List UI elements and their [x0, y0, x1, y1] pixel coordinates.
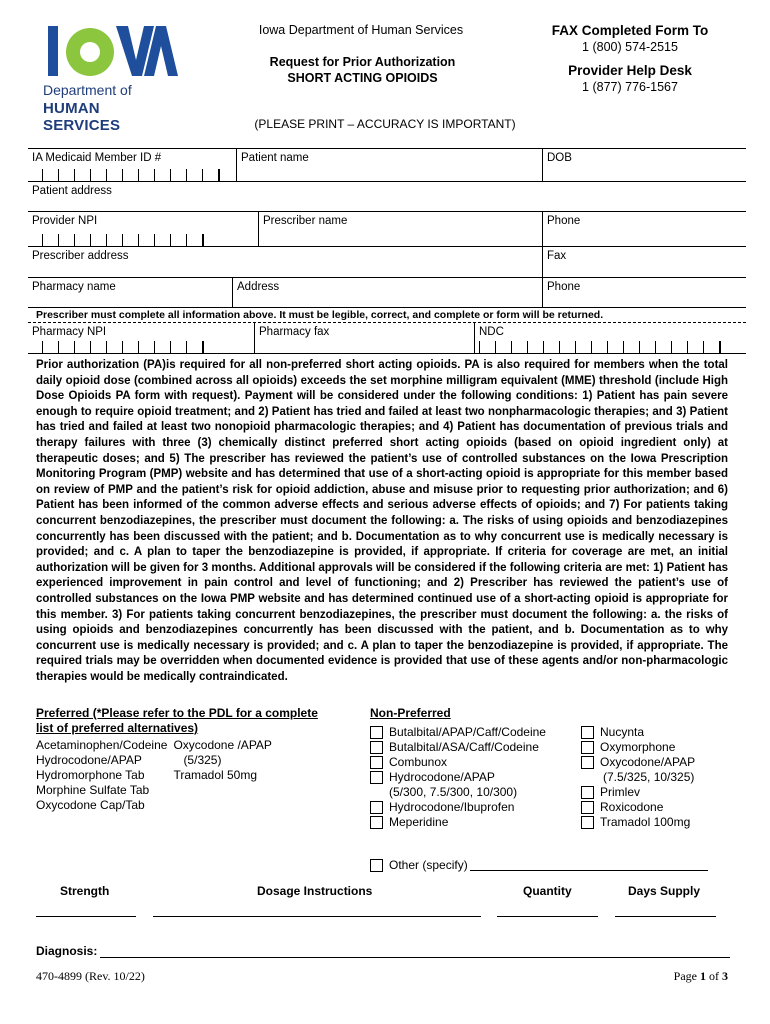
help-heading: Provider Help Desk — [568, 63, 692, 78]
phone-field[interactable] — [542, 212, 746, 246]
pharmacy-fax-label: Pharmacy fax — [259, 326, 330, 338]
member-id-field[interactable] — [28, 149, 236, 181]
member-id-label: IA Medicaid Member ID # — [32, 152, 162, 164]
row-pharmacy-npi — [28, 323, 746, 354]
checkbox[interactable] — [370, 741, 383, 754]
member-id-boxes — [42, 169, 220, 181]
checkbox[interactable] — [370, 726, 383, 739]
list-item: Morphine Sulfate Tab — [36, 783, 150, 797]
patient-name-label: Patient name — [241, 152, 309, 164]
fax-number: 1 (800) 574-2515 — [582, 40, 678, 54]
prescriber-address-field[interactable] — [28, 247, 542, 277]
checkbox-label: Combunox — [389, 755, 448, 769]
pharmacy-npi-field[interactable] — [28, 323, 254, 353]
checkbox-label: Hydrocodone/APAP — [389, 770, 495, 784]
patient-address-field[interactable] — [28, 182, 746, 211]
checkbox[interactable] — [581, 786, 594, 799]
checkbox[interactable] — [370, 771, 383, 784]
pharmacy-npi-label: Pharmacy NPI — [32, 326, 107, 338]
fax-field[interactable] — [542, 247, 746, 277]
logo-line-1: Department of — [43, 82, 132, 98]
checkbox-label: Oxycodone/APAP — [600, 755, 696, 769]
row-prescriber-address — [28, 247, 746, 278]
ndc-field[interactable] — [474, 323, 746, 353]
prescriber-name-field[interactable] — [258, 212, 542, 246]
prescriber-name-label: Prescriber name — [263, 215, 348, 227]
print-note: (PLEASE PRINT – ACCURACY IS IMPORTANT) — [254, 117, 516, 131]
form-number: 470-4899 (Rev. 10/22) — [36, 969, 145, 983]
row-provider — [28, 212, 746, 247]
checkbox-label: Nucynta — [600, 725, 645, 739]
checkbox-label: Tramadol 100mg — [600, 815, 691, 829]
help-number: 1 (877) 776-1567 — [582, 80, 678, 94]
prescriber-address-label: Prescriber address — [32, 250, 129, 262]
strength-line[interactable] — [36, 916, 136, 917]
ndc-label: NDC — [479, 326, 504, 338]
page-total: 3 — [722, 969, 728, 983]
preferred-heading-1: Preferred (*Please refer to the PDL for a complete — [36, 706, 318, 720]
other-checkbox[interactable] — [370, 859, 383, 872]
checkbox-label: Butalbital/APAP/Caff/Codeine — [389, 725, 546, 739]
contact-box — [535, 23, 725, 95]
pharmacy-name-field[interactable] — [28, 278, 232, 307]
other-label: Other (specify) — [389, 858, 468, 872]
row-pharmacy — [28, 278, 746, 308]
pharmacy-phone-field[interactable] — [542, 278, 746, 307]
other-specify-line[interactable] — [470, 859, 708, 871]
completion-warning: Prescriber must complete all information above. It must be legible, correct, and complete or form will be returned. — [36, 309, 604, 321]
dob-field[interactable] — [542, 149, 746, 181]
provider-npi-field[interactable] — [28, 212, 258, 246]
checkbox[interactable] — [370, 816, 383, 829]
page-number — [674, 969, 728, 984]
checkbox[interactable] — [581, 726, 594, 739]
page-of: of — [706, 969, 722, 983]
pharmacy-phone-label: Phone — [547, 281, 581, 293]
address-field[interactable] — [232, 278, 542, 307]
agency-name: Iowa Department of Human Services — [258, 23, 464, 37]
ndc-boxes — [479, 341, 721, 353]
checkbox[interactable] — [370, 756, 383, 769]
diagnosis-label: Diagnosis: — [36, 944, 98, 958]
days-supply-label: Days Supply — [628, 884, 701, 898]
preferred-col-1 — [36, 738, 167, 813]
address-label: Address — [237, 281, 280, 293]
dosage-instructions-line[interactable] — [153, 916, 481, 917]
checkbox[interactable] — [370, 801, 383, 814]
preferred-section — [36, 706, 318, 813]
checkbox[interactable] — [581, 816, 594, 829]
preferred-col-2 — [173, 738, 272, 813]
non-preferred-col-2 — [581, 725, 695, 830]
agency-logo — [40, 20, 180, 134]
list-item: Acetaminophen/Codeine — [36, 738, 168, 752]
form-title — [240, 54, 485, 86]
list-item: Oxycodone Cap/Tab — [36, 798, 145, 812]
list-item: (5/325) — [183, 753, 222, 767]
row-patient-address — [28, 182, 746, 212]
patient-address-label: Patient address — [32, 185, 112, 197]
checkbox[interactable] — [581, 756, 594, 769]
provider-npi-boxes — [42, 234, 204, 246]
strength-label: Strength — [60, 884, 110, 898]
checkbox[interactable] — [581, 741, 594, 754]
fax-label: Fax — [547, 250, 567, 262]
checkbox-label: Meperidine — [389, 815, 449, 829]
checkbox[interactable] — [581, 801, 594, 814]
iowa-logo-mark — [40, 20, 180, 84]
page-current: 1 — [700, 969, 706, 983]
checkbox-label: Oxymorphone — [600, 740, 676, 754]
checkbox-sublabel: (5/300, 7.5/300, 10/300) — [389, 785, 518, 799]
row-member — [28, 149, 746, 182]
non-preferred-heading: Non-Preferred — [370, 706, 451, 720]
other-specify — [370, 858, 708, 872]
provider-npi-label: Provider NPI — [32, 215, 98, 227]
page-prefix: Page — [673, 969, 700, 983]
list-item: Hydromorphone Tab — [36, 768, 145, 782]
criteria-paragraph: Prior authorization (PA)is required for all non-preferred short acting opioids. PA is also required for members when the total daily opioid dose (combined across all opioids) exceeds the set morphine milligram equivalent (MME) threshold (include High Dose Opioids PA form with request). Payment will be considered under the following conditions: 1) Patient has pain severe enough to require opioid treatment; and 2) Patient has tried and failed at least two nonpharmacologic therapies; and 3) Patient has tried and failed at least two nonopioid pharmacologic therapies; and 4) Patient has documentation of previous trials and therapy failures with three (3) chemically distinct preferred short acting opioids (based on opioid ingredient only) at therapeutic doses; and 5) The prescriber has reviewed the patient’s use of controlled substances on the Iowa Prescription Monitoring Program (PMP) website and has determined that use of a short-acting opioid is appropriate for this member based on review of PMP and the patient’s risk for opioid addiction, abuse and misuse prior to requesting prior authorization; and 6) Patient has been informed of the common adverse effects and serious adverse effects of opioids; and 7) For patients taking concurrent benzodiazepines, the prescriber must document the following: a. The risks of using opioids and benzodiazepines concurrently has been discussed with the patient; and b. Documentation as to why concurrent use is medically necessary is provided; and c. A plan to taper the benzodiazepine is provided, if appropriate. If criteria for coverage are met, an initial authorization will be given for 3 months. Additional approvals will be considered if the following criteria are met: 1) Patient has experienced improvement in pain control and level of functioning; and 2) Prescriber has reviewed the patient’s use of controlled substances on the Iowa PMP website and has determined continued use of a short-acting opioid is appropriate for this member. 3) For patients taking concurrent benzodiazepines, the prescriber must document the following: a. the risks of using opioids and benzodiazepines concurrently has been discussed with the patient, and b. Documentation as to why concurrent use is medically necessary is provided; and c. A plan to taper the benzodiazepine is provided, if appropriate. The required trials may be overridden when documented evidence is provided that use of these agents and/or non-pharmacologic therapies would be medically contraindicated. — [36, 359, 728, 683]
list-item: Tramadol 50mg — [173, 768, 258, 782]
title-line-2: SHORT ACTING OPIOIDS — [287, 71, 438, 85]
diagnosis-line[interactable] — [100, 957, 730, 958]
dob-label: DOB — [547, 152, 572, 164]
patient-name-field[interactable] — [236, 149, 542, 181]
non-preferred-col-1 — [370, 725, 546, 830]
checkbox-label: Roxicodone — [600, 800, 664, 814]
checkbox-label: Butalbital/ASA/Caff/Codeine — [389, 740, 539, 754]
pharmacy-name-label: Pharmacy name — [32, 281, 116, 293]
dosage-instructions-label: Dosage Instructions — [257, 884, 373, 898]
quantity-label: Quantity — [523, 884, 572, 898]
info-grid — [28, 148, 746, 308]
checkbox-label: Primlev — [600, 785, 641, 799]
checkbox-sublabel: (7.5/325, 10/325) — [603, 770, 695, 784]
pharmacy-npi-boxes — [42, 341, 204, 353]
list-item: Oxycodone /APAP — [173, 738, 272, 752]
logo-line-2: HUMAN SERVICES — [43, 100, 121, 134]
pharmacy-fax-field[interactable] — [254, 323, 474, 353]
title-line-1: Request for Prior Authorization — [269, 55, 456, 69]
phone-label: Phone — [547, 215, 581, 227]
days-supply-line[interactable] — [615, 916, 716, 917]
quantity-line[interactable] — [497, 916, 598, 917]
checkbox-label: Hydrocodone/Ibuprofen — [389, 800, 515, 814]
fax-heading: FAX Completed Form To — [551, 23, 709, 38]
list-item: Hydrocodone/APAP — [36, 753, 142, 767]
preferred-heading-2: list of preferred alternatives) — [36, 721, 199, 735]
